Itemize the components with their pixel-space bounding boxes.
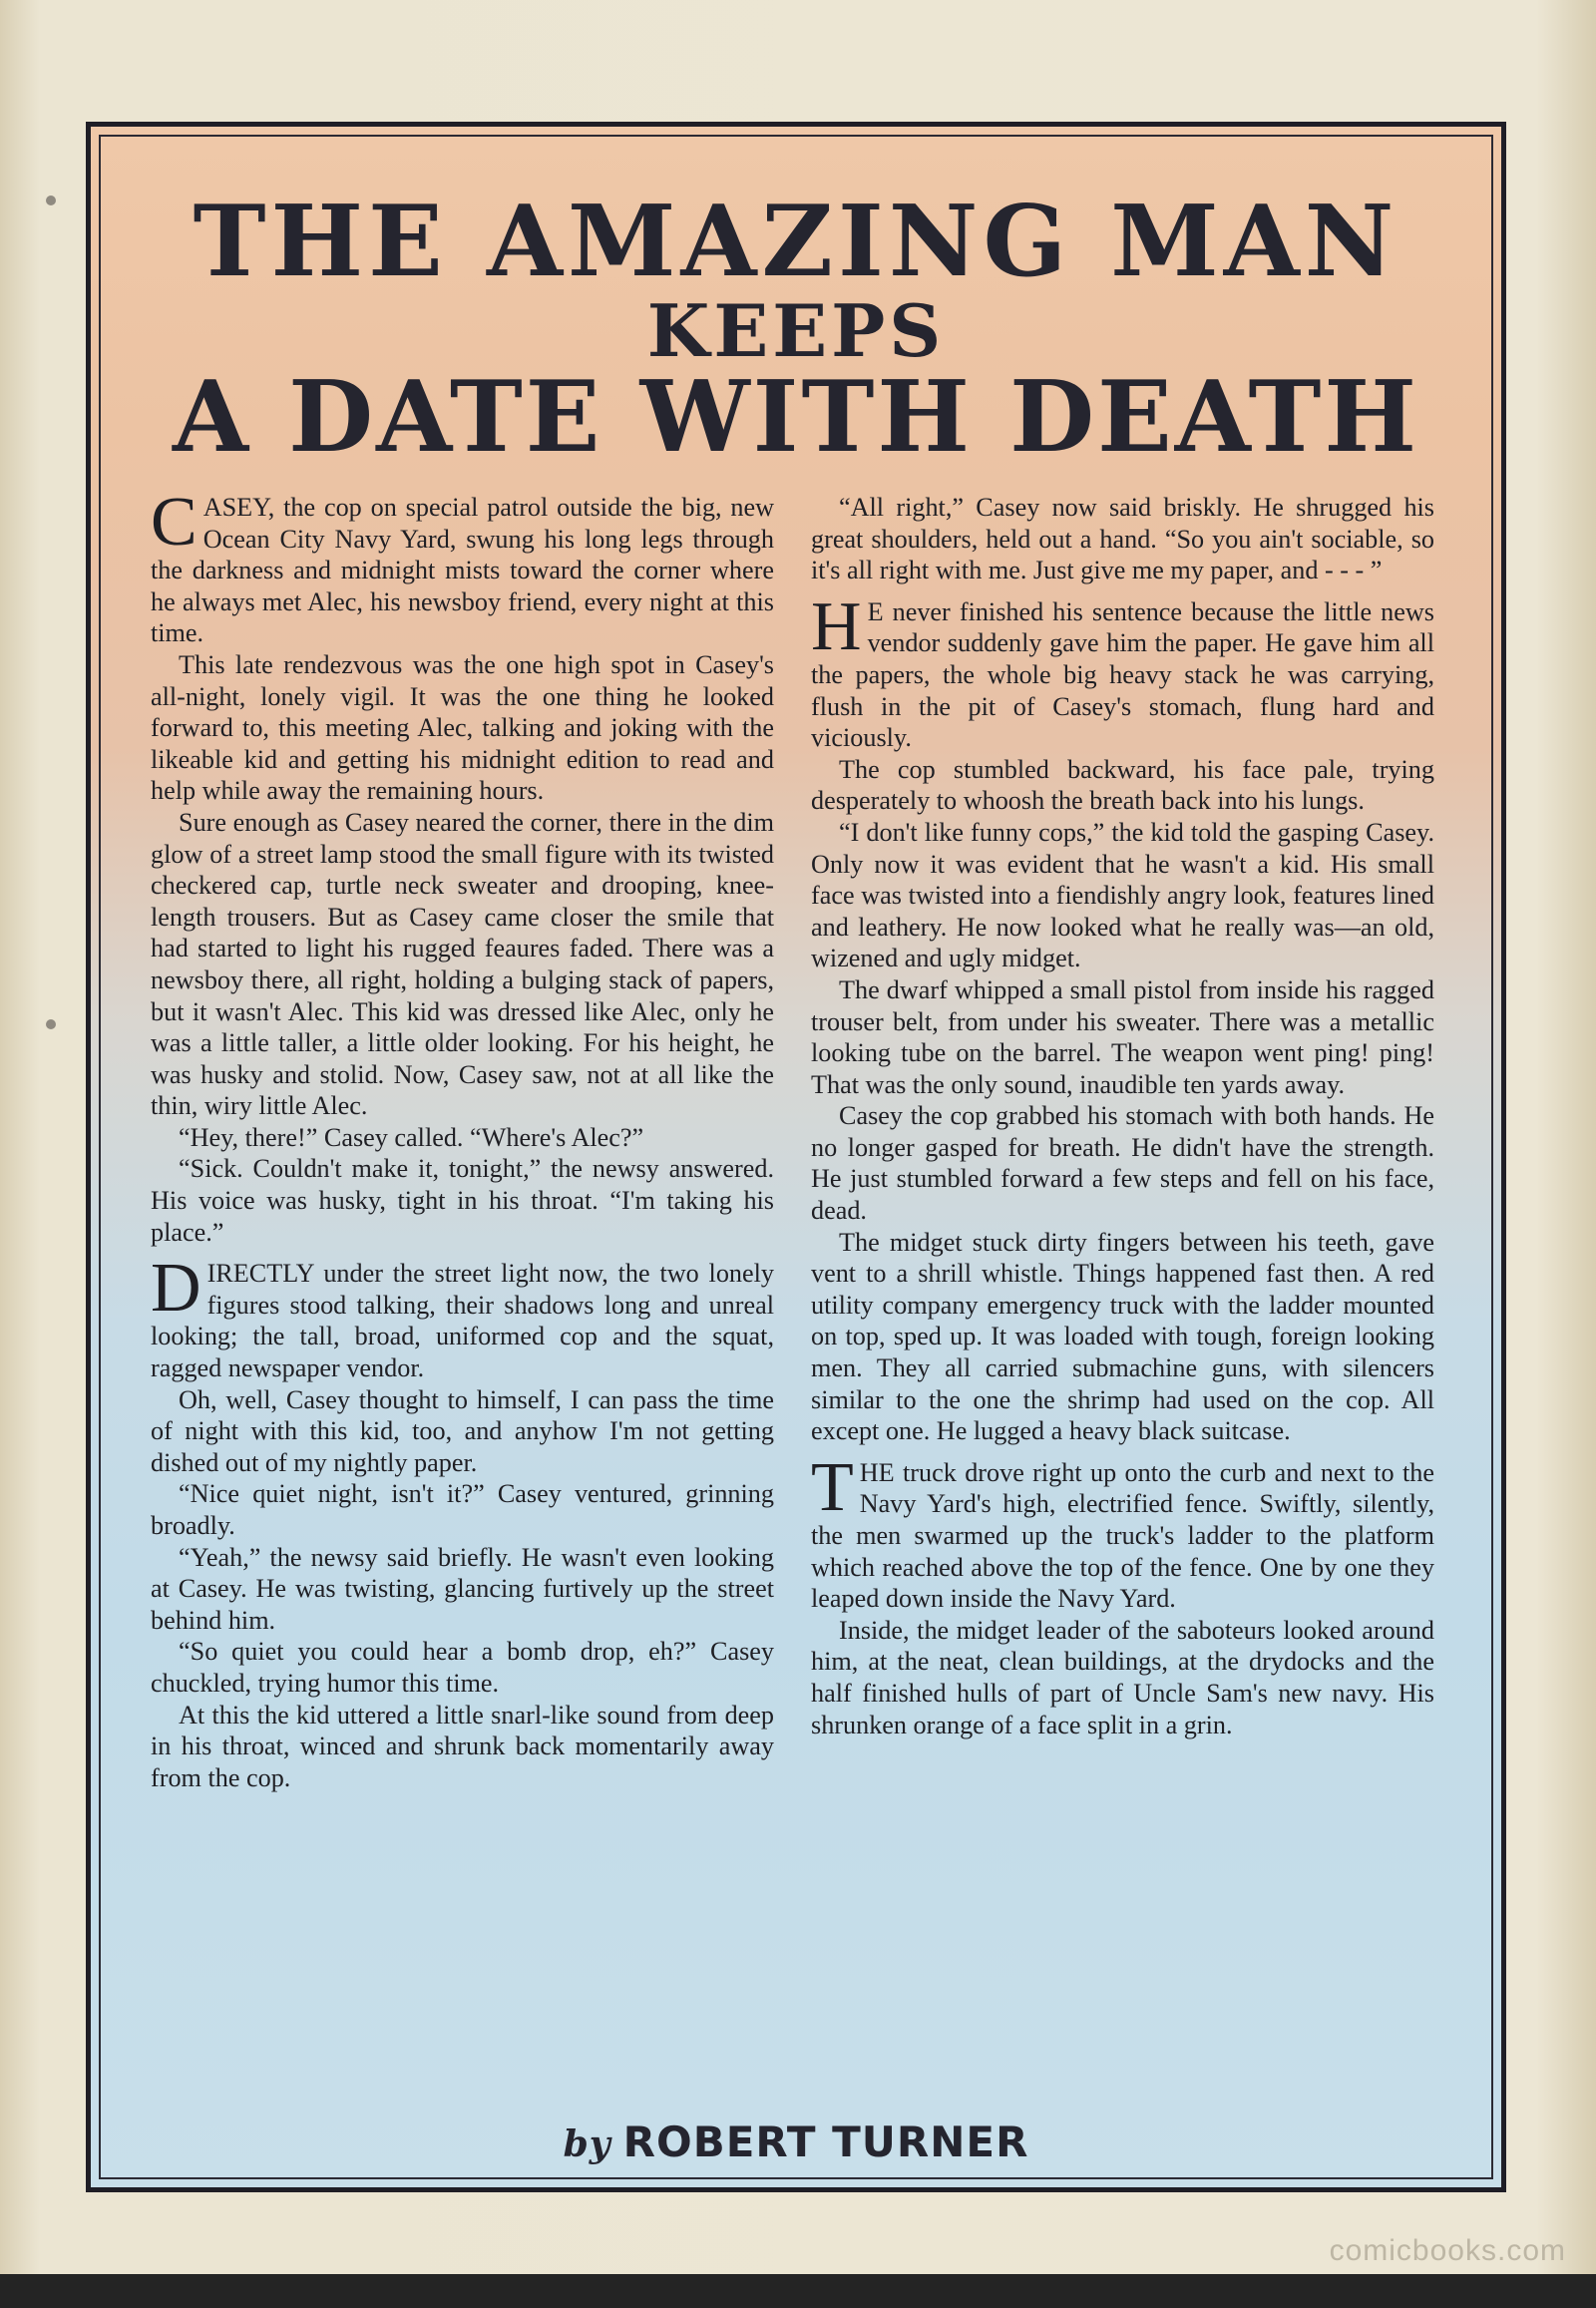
story-paragraph — [151, 1478, 774, 1541]
story-paragraph — [151, 1153, 774, 1248]
story-paragraph — [811, 974, 1434, 1100]
paragraph-text: Casey the cop grabbed his stomach with both hands. He no longer gasped for breath. He didn't have the strength. He just stumbled forward a few steps and fell on his face, dead. — [811, 1101, 1434, 1226]
spine-mark — [46, 195, 56, 205]
story-paragraph — [151, 1384, 774, 1479]
story-paragraph — [811, 587, 1434, 754]
paragraph-text: “Sick. Couldn't make it, tonight,” the newsy answered. His voice was husky, tight in his throat. “I'm taking his place.” — [151, 1154, 774, 1247]
story-paragraph — [151, 1636, 774, 1699]
paragraph-text: “I don't like funny cops,” the kid told the gasping Casey. Only now it was evident that he wasn't a kid. His small face was twisted into a fiendishly angry look, features lined and leathery. He now looked what he really was—an old, wizened and ugly midget. — [811, 817, 1434, 973]
story-paragraph — [151, 1542, 774, 1637]
paragraph-text: “Nice quiet night, isn't it?” Casey ventured, grinning broadly. — [151, 1479, 774, 1540]
paragraph-text: The midget stuck dirty fingers between his teeth, gave vent to a shrill whistle. Things happened fast then. A red utility company emergency truck with the ladder mounted on top, sped up. It was loaded with tough, foreign looking men. They all carried submachine guns, with silencers similar to the one the shrimp had used on the cop. All except one. He lugged a heavy black suitcase. — [811, 1227, 1434, 1446]
left-column — [151, 484, 774, 1793]
paragraph-text: At this the kid uttered a little snarl-like sound from deep in his throat, winced and shrunk back momentarily away from the cop. — [151, 1700, 774, 1792]
title-line-1: THE AMAZING MAN — [193, 185, 1399, 299]
paragraph-text: IRECTLY under the street light now, the two lonely figures stood talking, their shadows long and unreal looking; the tall, broad, uniformed cop and the squat, ragged newspaper vendor. — [151, 1259, 774, 1383]
title-line-3: A DATE WITH DEATH — [173, 360, 1419, 475]
scan-edge — [0, 2274, 1596, 2308]
story-paragraph — [151, 1700, 774, 1794]
paragraph-text: The dwarf whipped a small pistol from inside his ragged trouser belt, from under his sweater. There was a metallic looking tube on the barrel. The weapon went ping! ping! That was the only sound, inaudible ten yards away. — [811, 974, 1434, 1099]
drop-cap: D — [151, 1250, 201, 1328]
spine-mark — [46, 1019, 56, 1029]
paragraph-text: The cop stumbled backward, his face pale, trying desperately to whoosh the breath back into his lungs. — [811, 754, 1434, 816]
story-paragraph — [811, 1615, 1434, 1740]
paragraph-text: ASEY, the cop on special patrol outside the big, new Ocean City Navy Yard, swung his long legs through the darkness and midnight mists toward the corner where he always met Alec, his newsboy friend, every night at this time. — [151, 493, 774, 648]
drop-cap: H — [811, 587, 862, 665]
byline-by: by — [563, 2123, 611, 2165]
story-paragraph — [811, 1448, 1434, 1615]
right-column — [811, 492, 1434, 1740]
paragraph-text: “All right,” Casey now said briskly. He shrugged his great shoulders, held out a hand. “So you ain't sociable, so it's all right with me. Just give me my paper, and - - - ” — [811, 493, 1434, 585]
story-paragraph — [151, 807, 774, 1122]
paragraph-text: Oh, well, Casey thought to himself, I can pass the time of night with this kid, too, and anyhow I'm not getting dished out of my nightly paper. — [151, 1384, 774, 1477]
story-paragraph — [151, 1122, 774, 1154]
title-line-2: KEEPS — [646, 288, 946, 373]
byline-author: ROBERT TURNER — [622, 2117, 1029, 2166]
paragraph-text: “Yeah,” the newsy said briefly. He wasn't even looking at Casey. He was twisting, glancing furtively up the street behind him. — [151, 1542, 774, 1635]
story-paragraph — [811, 754, 1434, 817]
paragraph-text: This late rendezvous was the one high spot in Casey's all-night, lonely vigil. It was the one thing he looked forward to, this meeting Alec, talking and joking with the likeable kid and getting his midnight edition to read and help while away the remaining hours. — [151, 649, 774, 806]
story-paragraph — [151, 649, 774, 807]
paragraph-text: “Hey, there!” Casey called. “Where's Alec?” — [179, 1122, 644, 1152]
story-paragraph — [811, 1100, 1434, 1226]
paragraph-text: HE truck drove right up onto the curb and next to the Navy Yard's high, electrified fence. Swiftly, silently, the men swarmed up the truck's ladder to the platform which reached above the top of the fence. One by one they leaped down inside the Navy Yard. — [811, 1457, 1434, 1614]
drop-cap: T — [811, 1448, 854, 1526]
story-paragraph — [151, 484, 774, 649]
watermark: comicbooks.com — [1329, 2234, 1566, 2267]
story-panel — [86, 122, 1506, 2192]
story-paragraph — [811, 492, 1434, 586]
story-paragraph — [811, 1227, 1434, 1447]
paragraph-text: Inside, the midget leader of the saboteurs looked around him, at the neat, clean buildings, at the drydocks and the half finished hulls of part of Uncle Sam's new navy. His shrunken orange of a face split in a grin. — [811, 1615, 1434, 1739]
paragraph-text: Sure enough as Casey neared the corner, there in the dim glow of a street lamp stood the small figure with its twisted checkered cap, turtle neck sweater and drooping, knee-length trousers. But as Casey came closer the smile that had started to light his rugged feaures faded. There was a newsboy there, all right, holding a bulging stack of papers, but it wasn't Alec. This kid was dressed like Alec, only he was a little taller, a little older looking. For his height, he was husky and stolid. Now, Casey saw, not at all like the thin, wiry little Alec. — [151, 807, 774, 1121]
story-paragraph — [151, 1250, 774, 1383]
drop-cap: C — [151, 484, 198, 561]
story-paragraph — [811, 817, 1434, 974]
paragraph-text: “So quiet you could hear a bomb drop, eh?” Casey chuckled, trying humor this time. — [151, 1637, 774, 1698]
paragraph-text: E never finished his sentence because the little news vendor suddenly gave him the paper. He gave him all the papers, the whole big heavy stack he was carrying, flush in the pit of Casey's stomach, flung hard and viciously. — [811, 596, 1434, 753]
byline — [91, 2117, 1501, 2166]
